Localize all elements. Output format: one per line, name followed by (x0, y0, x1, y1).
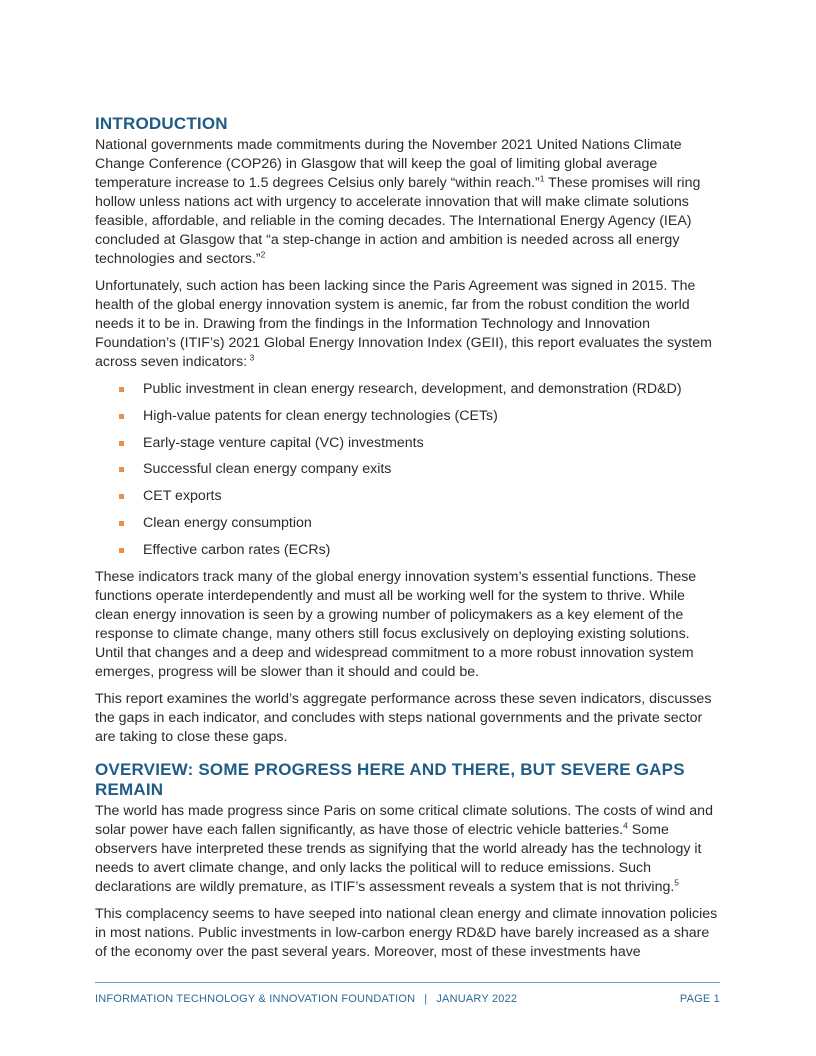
bullet-icon (119, 467, 124, 472)
intro-paragraph-3: These indicators track many of the global energy innovation system’s essential functions. These functions operate interdependently and must all be working well for the system to thrive. While clean energy innovation is seen by a growing number of policymakers as a key element of the response to climate change, many others still focus exclusively on deploying existing solutions. Until that changes and a deep and widespread commitment to a more robust innovation system emerges, progress will be slower than it should and could be. (95, 568, 697, 680)
overview-paragraph-2: This complacency seems to have seeped into national clean energy and climate innovation policies in most nations. Public investments in low-carbon energy RD&D have barely increased as a share of the economy over the past several years. Moreover, most of these investments have (95, 905, 718, 960)
overview-paragraph-1 (95, 802, 720, 897)
list-item (95, 514, 720, 533)
footnote-ref-3[interactable]: 3 (247, 352, 255, 363)
intro-p1-text-a: National governments made commitments during the November 2021 United Nations Climate Change Conference (COP26) in Glasgow that will keep the goal of limiting global average temperature increase to 1.5 degrees Celsius only barely “within reach.” (95, 137, 682, 191)
list-item (95, 460, 720, 479)
list-item-text: Successful clean energy company exits (143, 461, 392, 478)
indicator-list (95, 380, 720, 560)
bullet-icon (119, 521, 124, 526)
intro-paragraph-2 (95, 277, 720, 372)
bullet-icon (119, 441, 124, 446)
list-item (95, 434, 720, 453)
intro-p1-text-b: These promises will ring hollow unless nations act with urgency to accelerate innovation that will make climate solutions feasible, affordable, and reliable in the coming decades. The International Energy Agency (IEA) concluded at Glasgow that “a step-change in action and ambition is needed across all energy technologies and sectors.” (95, 175, 701, 267)
bullet-icon (119, 387, 124, 392)
section-heading-overview: OVERVIEW: SOME PROGRESS HERE AND THERE, BUT SEVERE GAPS REMAIN (95, 759, 685, 799)
list-item-text: Early-stage venture capital (VC) investments (143, 434, 424, 451)
footer-separator: | (424, 993, 428, 1005)
footer-date: JANUARY 2022 (436, 993, 518, 1005)
bullet-icon (119, 548, 124, 553)
list-item-text: Public investment in clean energy research, development, and demonstration (RD&D) (143, 381, 682, 397)
footnote-ref-1[interactable]: 1 (539, 173, 545, 184)
footer-divider (95, 982, 720, 983)
section-heading-introduction: INTRODUCTION (95, 114, 228, 133)
footer-org: INFORMATION TECHNOLOGY & INNOVATION FOUNDATION (95, 993, 416, 1005)
list-item (95, 380, 720, 399)
list-item-text: CET exports (143, 488, 222, 505)
bullet-icon (119, 494, 124, 499)
intro-paragraph-1 (95, 136, 720, 269)
footnote-ref-4[interactable]: 4 (623, 819, 628, 830)
list-item (95, 407, 720, 426)
page-number: PAGE 1 (679, 993, 720, 1005)
footnote-ref-2[interactable]: 2 (260, 249, 266, 260)
bullet-icon (119, 414, 124, 419)
list-item-text: High-value patents for clean energy technologies (CETs) (143, 407, 498, 424)
footnote-ref-5[interactable]: 5 (674, 876, 680, 887)
intro-p2-text: Unfortunately, such action has been lacking since the Paris Agreement was signed in 2015. The health of the global energy innovation system is anemic, far from the robust condition the world needs it to be in. Drawing from the findings in the Information Technology and Innovation Foundation’s (ITIF’s) 2021 Global Energy Innovation Index (GEII), this report evaluates the system across seven indicators: (95, 278, 712, 370)
footer-left (95, 993, 517, 1005)
intro-paragraph-4: This report examines the world’s aggregate performance across these seven indicators, discusses the gaps in each indicator, and concludes with steps national governments and the private sector are taking to close these gaps. (95, 690, 712, 745)
document-body (95, 114, 720, 962)
list-item (95, 487, 720, 506)
overview-p1-text-a: The world has made progress since Paris on some critical climate solutions. The costs of wind and solar power have each fallen significantly, as have those of electric vehicle batteries. (95, 802, 713, 838)
overview-p1-text-b: Some observers have interpreted these trends as signifying that the world already has the technology it needs to avert climate change, and only lacks the political will to reduce emissions. Such declarations are wildly premature, as ITIF’s assessment reveals a system that is not thriving. (95, 821, 702, 895)
list-item-text: Clean energy consumption (143, 514, 312, 531)
list-item-text: Effective carbon rates (ECRs) (143, 541, 331, 558)
list-item (95, 541, 720, 560)
